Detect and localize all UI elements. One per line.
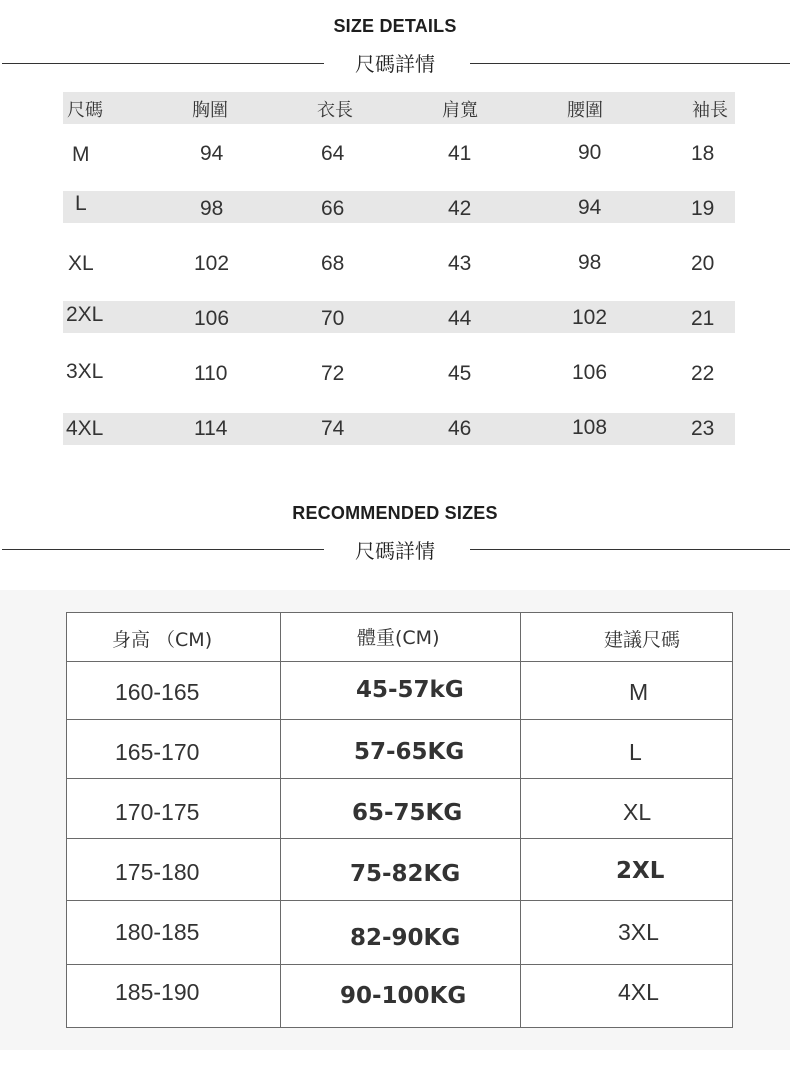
size-label: M xyxy=(72,143,90,166)
height-range: 170-175 xyxy=(115,799,200,825)
chest-value: 94 xyxy=(200,142,224,165)
waist-value: 94 xyxy=(578,196,602,219)
height-range: 185-190 xyxy=(115,979,200,1005)
sleeve-value: 19 xyxy=(691,197,715,220)
row-divider xyxy=(67,661,732,662)
weight-range: 65-75KG xyxy=(352,800,463,826)
header-shoulder: 肩寬 xyxy=(442,100,478,121)
waist-value: 98 xyxy=(578,251,602,274)
height-range: 160-165 xyxy=(115,679,200,705)
table-row xyxy=(63,413,735,445)
header-length: 衣長 xyxy=(317,100,353,121)
length-value: 68 xyxy=(321,252,345,275)
sleeve-value: 18 xyxy=(691,142,715,165)
size-details-title: SIZE DETAILS xyxy=(333,16,457,36)
suggested-size: M xyxy=(629,679,649,705)
suggested-size: 3XL xyxy=(618,919,659,945)
shoulder-value: 46 xyxy=(448,417,472,440)
table-row xyxy=(63,191,735,223)
row-divider xyxy=(67,964,732,965)
length-value: 70 xyxy=(321,307,345,330)
suggested-size: 2XL xyxy=(616,858,665,884)
suggested-size: 4XL xyxy=(618,979,659,1005)
height-range: 165-170 xyxy=(115,739,200,765)
length-value: 66 xyxy=(321,197,345,220)
table-header-row xyxy=(63,92,735,124)
suggested-size: XL xyxy=(623,799,652,825)
title-divider-right xyxy=(470,63,790,64)
recommended-sizes-subtitle: 尺碼詳情 xyxy=(355,539,435,563)
row-divider xyxy=(67,778,732,779)
row-divider xyxy=(67,900,732,901)
size-label: 2XL xyxy=(66,303,104,326)
table-row xyxy=(63,247,735,279)
header-suggested-size: 建議尺碼 xyxy=(604,629,681,651)
chest-value: 106 xyxy=(194,307,230,330)
weight-range: 90-100KG xyxy=(340,983,467,1009)
size-label: L xyxy=(75,192,87,215)
row-divider xyxy=(67,719,732,720)
length-value: 72 xyxy=(321,362,345,385)
sleeve-value: 22 xyxy=(691,362,715,385)
header-weight: 體重(CM) xyxy=(357,627,440,649)
chest-value: 98 xyxy=(200,197,224,220)
weight-range: 57-65KG xyxy=(354,739,465,765)
chest-value: 110 xyxy=(194,362,228,385)
chest-value: 102 xyxy=(194,252,230,275)
waist-value: 108 xyxy=(572,416,608,439)
table-row xyxy=(63,357,735,389)
shoulder-value: 42 xyxy=(448,197,472,220)
shoulder-value: 44 xyxy=(448,307,472,330)
header-height: 身高 （CM) xyxy=(112,629,213,651)
sleeve-value: 23 xyxy=(691,417,715,440)
row-divider xyxy=(67,838,732,839)
size-label: XL xyxy=(68,252,94,275)
size-details-subtitle: 尺碼詳情 xyxy=(355,52,435,76)
header-sleeve: 袖長 xyxy=(692,100,728,121)
recommended-sizes-table xyxy=(66,612,733,1028)
size-label: 4XL xyxy=(66,417,104,440)
shoulder-value: 43 xyxy=(448,252,472,275)
weight-range: 75-82KG xyxy=(350,861,461,887)
sleeve-value: 21 xyxy=(691,307,715,330)
height-range: 180-185 xyxy=(115,919,200,945)
weight-range: 45-57kG xyxy=(356,677,464,703)
weight-range: 82-90KG xyxy=(350,925,461,951)
length-value: 74 xyxy=(321,417,345,440)
suggested-size: L xyxy=(629,739,642,765)
size-label: 3XL xyxy=(66,360,104,383)
header-waist: 腰圍 xyxy=(567,100,603,121)
waist-value: 90 xyxy=(578,141,602,164)
table-row xyxy=(63,138,735,170)
shoulder-value: 45 xyxy=(448,362,472,385)
title-divider-right xyxy=(470,549,790,550)
shoulder-value: 41 xyxy=(448,142,472,165)
header-size: 尺碼 xyxy=(67,100,103,121)
recommended-sizes-title: RECOMMENDED SIZES xyxy=(292,503,498,523)
height-range: 175-180 xyxy=(115,859,200,885)
waist-value: 106 xyxy=(572,361,608,384)
table-row xyxy=(63,301,735,333)
header-chest: 胸圍 xyxy=(192,100,228,121)
length-value: 64 xyxy=(321,142,345,165)
waist-value: 102 xyxy=(572,306,608,329)
sleeve-value: 20 xyxy=(691,252,715,275)
chest-value: 114 xyxy=(194,417,228,440)
